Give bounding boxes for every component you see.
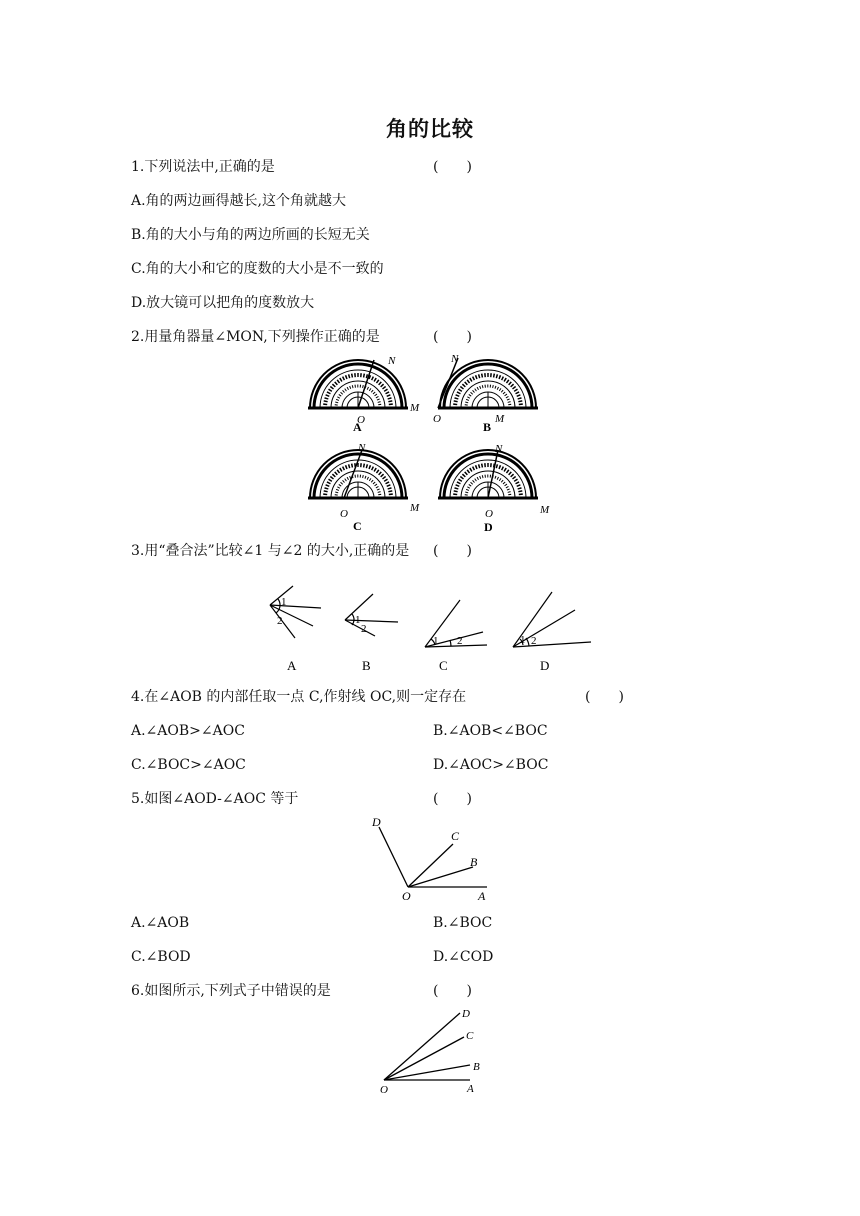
q3-b-angle-1: 1 xyxy=(355,614,361,626)
q2-d-label-o: O xyxy=(485,508,493,520)
q3-a-angle-2: 2 xyxy=(277,615,283,627)
q2-protractor-figure xyxy=(300,350,560,535)
q5-answer-paren: ( ) xyxy=(433,791,472,807)
q6-label-a: A xyxy=(467,1083,474,1095)
q6-label-o: O xyxy=(380,1084,388,1096)
q1-option-b: B.角的大小与角的两边所画的长短无关 xyxy=(131,227,370,243)
q2-b-label-m: M xyxy=(495,413,505,425)
q3-b-angle-2: 2 xyxy=(361,623,367,635)
q5-angle-figure xyxy=(365,812,505,904)
q6-stem: 6.如图所示,下列式子中错误的是 xyxy=(131,983,331,999)
q2-d-label-m: M xyxy=(540,504,550,516)
q5-label-b: B xyxy=(470,855,478,869)
q6-label-b: B xyxy=(473,1061,480,1073)
q2-protractor-a xyxy=(308,360,408,408)
q4-option-a: A.∠AOB>∠AOC xyxy=(131,723,245,739)
q1-answer-paren: ( ) xyxy=(433,159,472,175)
q4-option-d: D.∠AOC>∠BOC xyxy=(433,757,549,773)
q6-label-c: C xyxy=(466,1030,474,1042)
q3-choice-d: D xyxy=(540,658,550,673)
q5-label-d: D xyxy=(372,815,381,829)
q5-option-c: C.∠BOD xyxy=(131,949,191,965)
q1-option-d: D.放大镜可以把角的度数放大 xyxy=(131,295,315,311)
q5-option-a: A.∠AOB xyxy=(131,915,190,931)
q2-choice-a: A xyxy=(353,420,362,434)
q2-c-label-m: M xyxy=(410,502,420,514)
q4-stem: 4.在∠AOB 的内部任取一点 C,作射线 OC,则一定存在 xyxy=(131,689,467,705)
q1-stem: 1.下列说法中,正确的是 xyxy=(131,159,275,175)
q3-d-angle-2: 2 xyxy=(531,635,537,647)
q3-overlap-figure xyxy=(255,582,605,674)
q3-c-angle-2: 2 xyxy=(457,635,463,647)
q2-a-label-o: O xyxy=(357,414,365,426)
q2-c-label-n: N xyxy=(358,442,366,454)
q3-stem: 3.用“叠合法”比较∠1 与∠2 的大小,正确的是 xyxy=(131,543,410,559)
q5-option-b: B.∠BOC xyxy=(433,915,493,931)
q3-choice-b: B xyxy=(362,658,371,673)
q2-protractor-b xyxy=(438,358,538,408)
q1-option-a: A.角的两边画得越长,这个角就越大 xyxy=(131,193,347,209)
q2-protractor-c xyxy=(308,450,408,498)
q2-a-label-n: N xyxy=(388,355,396,367)
q3-c-angle-1: 1 xyxy=(433,635,439,647)
q5-label-c: C xyxy=(451,829,460,843)
q2-choice-c: C xyxy=(353,519,362,533)
q5-stem: 5.如图∠AOD-∠AOC 等于 xyxy=(131,791,299,807)
q6-angle-figure xyxy=(370,1005,500,1097)
q2-a-label-m: M xyxy=(410,402,420,414)
q5-label-a: A xyxy=(478,889,486,903)
page-title: 角的比较 xyxy=(386,117,474,141)
q2-choice-d: D xyxy=(484,520,493,534)
q2-choice-b: B xyxy=(483,420,492,434)
q6-label-d: D xyxy=(462,1008,470,1020)
q2-answer-paren: ( ) xyxy=(433,329,472,345)
q2-d-label-n: N xyxy=(495,443,503,455)
q2-b-label-o: O xyxy=(433,413,441,425)
q3-d-angle-1: 1 xyxy=(520,634,526,646)
q2-b-label-n: N xyxy=(451,353,459,365)
q5-option-d: D.∠COD xyxy=(433,949,494,965)
q4-option-c: C.∠BOC>∠AOC xyxy=(131,757,246,773)
q3-a-angle-1: 1 xyxy=(281,596,287,608)
q2-c-label-o: O xyxy=(340,508,348,520)
q1-option-c: C.角的大小和它的度数的大小是不一致的 xyxy=(131,261,384,277)
q2-protractor-d xyxy=(438,450,538,498)
q6-answer-paren: ( ) xyxy=(433,983,472,999)
q3-choice-c: C xyxy=(439,658,448,673)
q2-stem: 2.用量角器量∠MON,下列操作正确的是 xyxy=(131,329,380,345)
q3-answer-paren: ( ) xyxy=(433,543,472,559)
q4-option-b: B.∠AOB<∠BOC xyxy=(433,723,548,739)
q3-choice-a: A xyxy=(287,658,297,673)
q4-answer-paren: ( ) xyxy=(585,689,624,705)
q5-label-o: O xyxy=(402,889,411,903)
